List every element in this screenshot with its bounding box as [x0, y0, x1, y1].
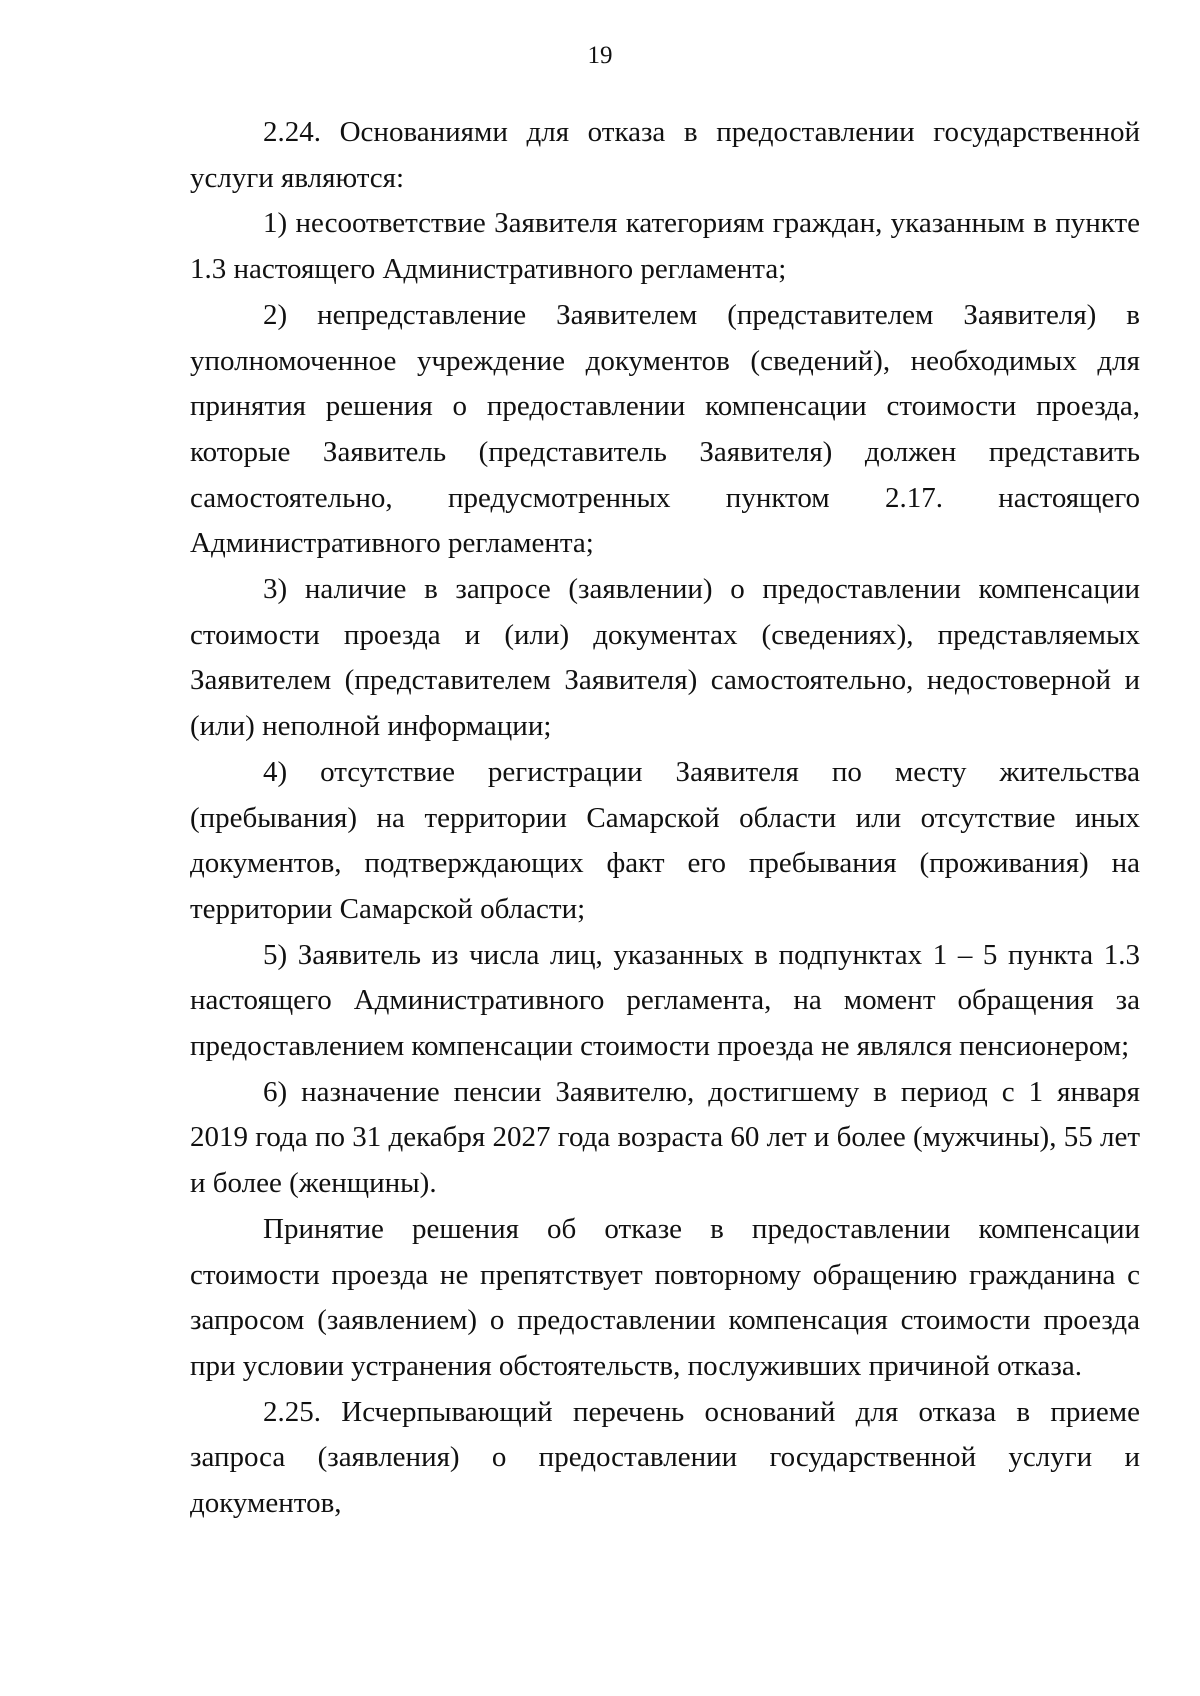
document-body — [190, 110, 1140, 1527]
page-number: 19 — [587, 42, 613, 69]
paragraph-refusal-note: Принятие решения об отказе в предоставлении компенсации стоимости проезда не препятствует повторному обращению гражданина с запросом (заявлением) о предоставлении компенсация стоимости проезда при условии устранения обстоятельств, послуживших причиной отказа. — [190, 1212, 1140, 1382]
paragraph-item-6: 6) назначение пенсии Заявителю, достигшему в период с 1 января 2019 года по 31 декабря 2027 года возраста 60 лет и более (мужчины), 55 лет и более (женщины). — [190, 1075, 1140, 1200]
paragraph-item-3: 3) наличие в запросе (заявлении) о предоставлении компенсации стоимости проезда и (или) документах (сведениях), представляемых Заявителем (представителем Заявителя) самостоятельно, недостоверной и (или) неполной информации; — [190, 573, 1140, 743]
paragraph-2-25-heading: 2.25. Исчерпывающий перечень оснований для отказа в приеме запроса (заявления) о предоставлении государственной услуги и документов, — [190, 1395, 1140, 1520]
paragraph-item-4: 4) отсутствие регистрации Заявителя по месту жительства (пребывания) на территории Самарской области или отсутствие иных документов, подтверждающих факт его пребывания (проживания) на территории Самарской области; — [190, 755, 1140, 925]
paragraph-2-24-heading: 2.24. Основаниями для отказа в предоставлении государственной услуги являются: — [190, 116, 1140, 194]
paragraph-item-5: 5) Заявитель из числа лиц, указанных в подпунктах 1 – 5 пункта 1.3 настоящего Административного регламента, на момент обращения за предоставлением компенсации стоимости проезда не являлся пенсионером; — [190, 938, 1140, 1063]
paragraph-item-2: 2) непредставление Заявителем (представителем Заявителя) в уполномоченное учреждение документов (сведений), необходимых для принятия решения о предоставлении компенсации стоимости проезда, которые Заявитель (представитель Заявителя) должен представить самостоятельно, предусмотренных пунктом 2.17. настоящего Административного регламента; — [190, 298, 1140, 560]
paragraph-item-1: 1) несоответствие Заявителя категориям граждан, указанным в пункте 1.3 настоящего Административного регламента; — [190, 207, 1140, 286]
